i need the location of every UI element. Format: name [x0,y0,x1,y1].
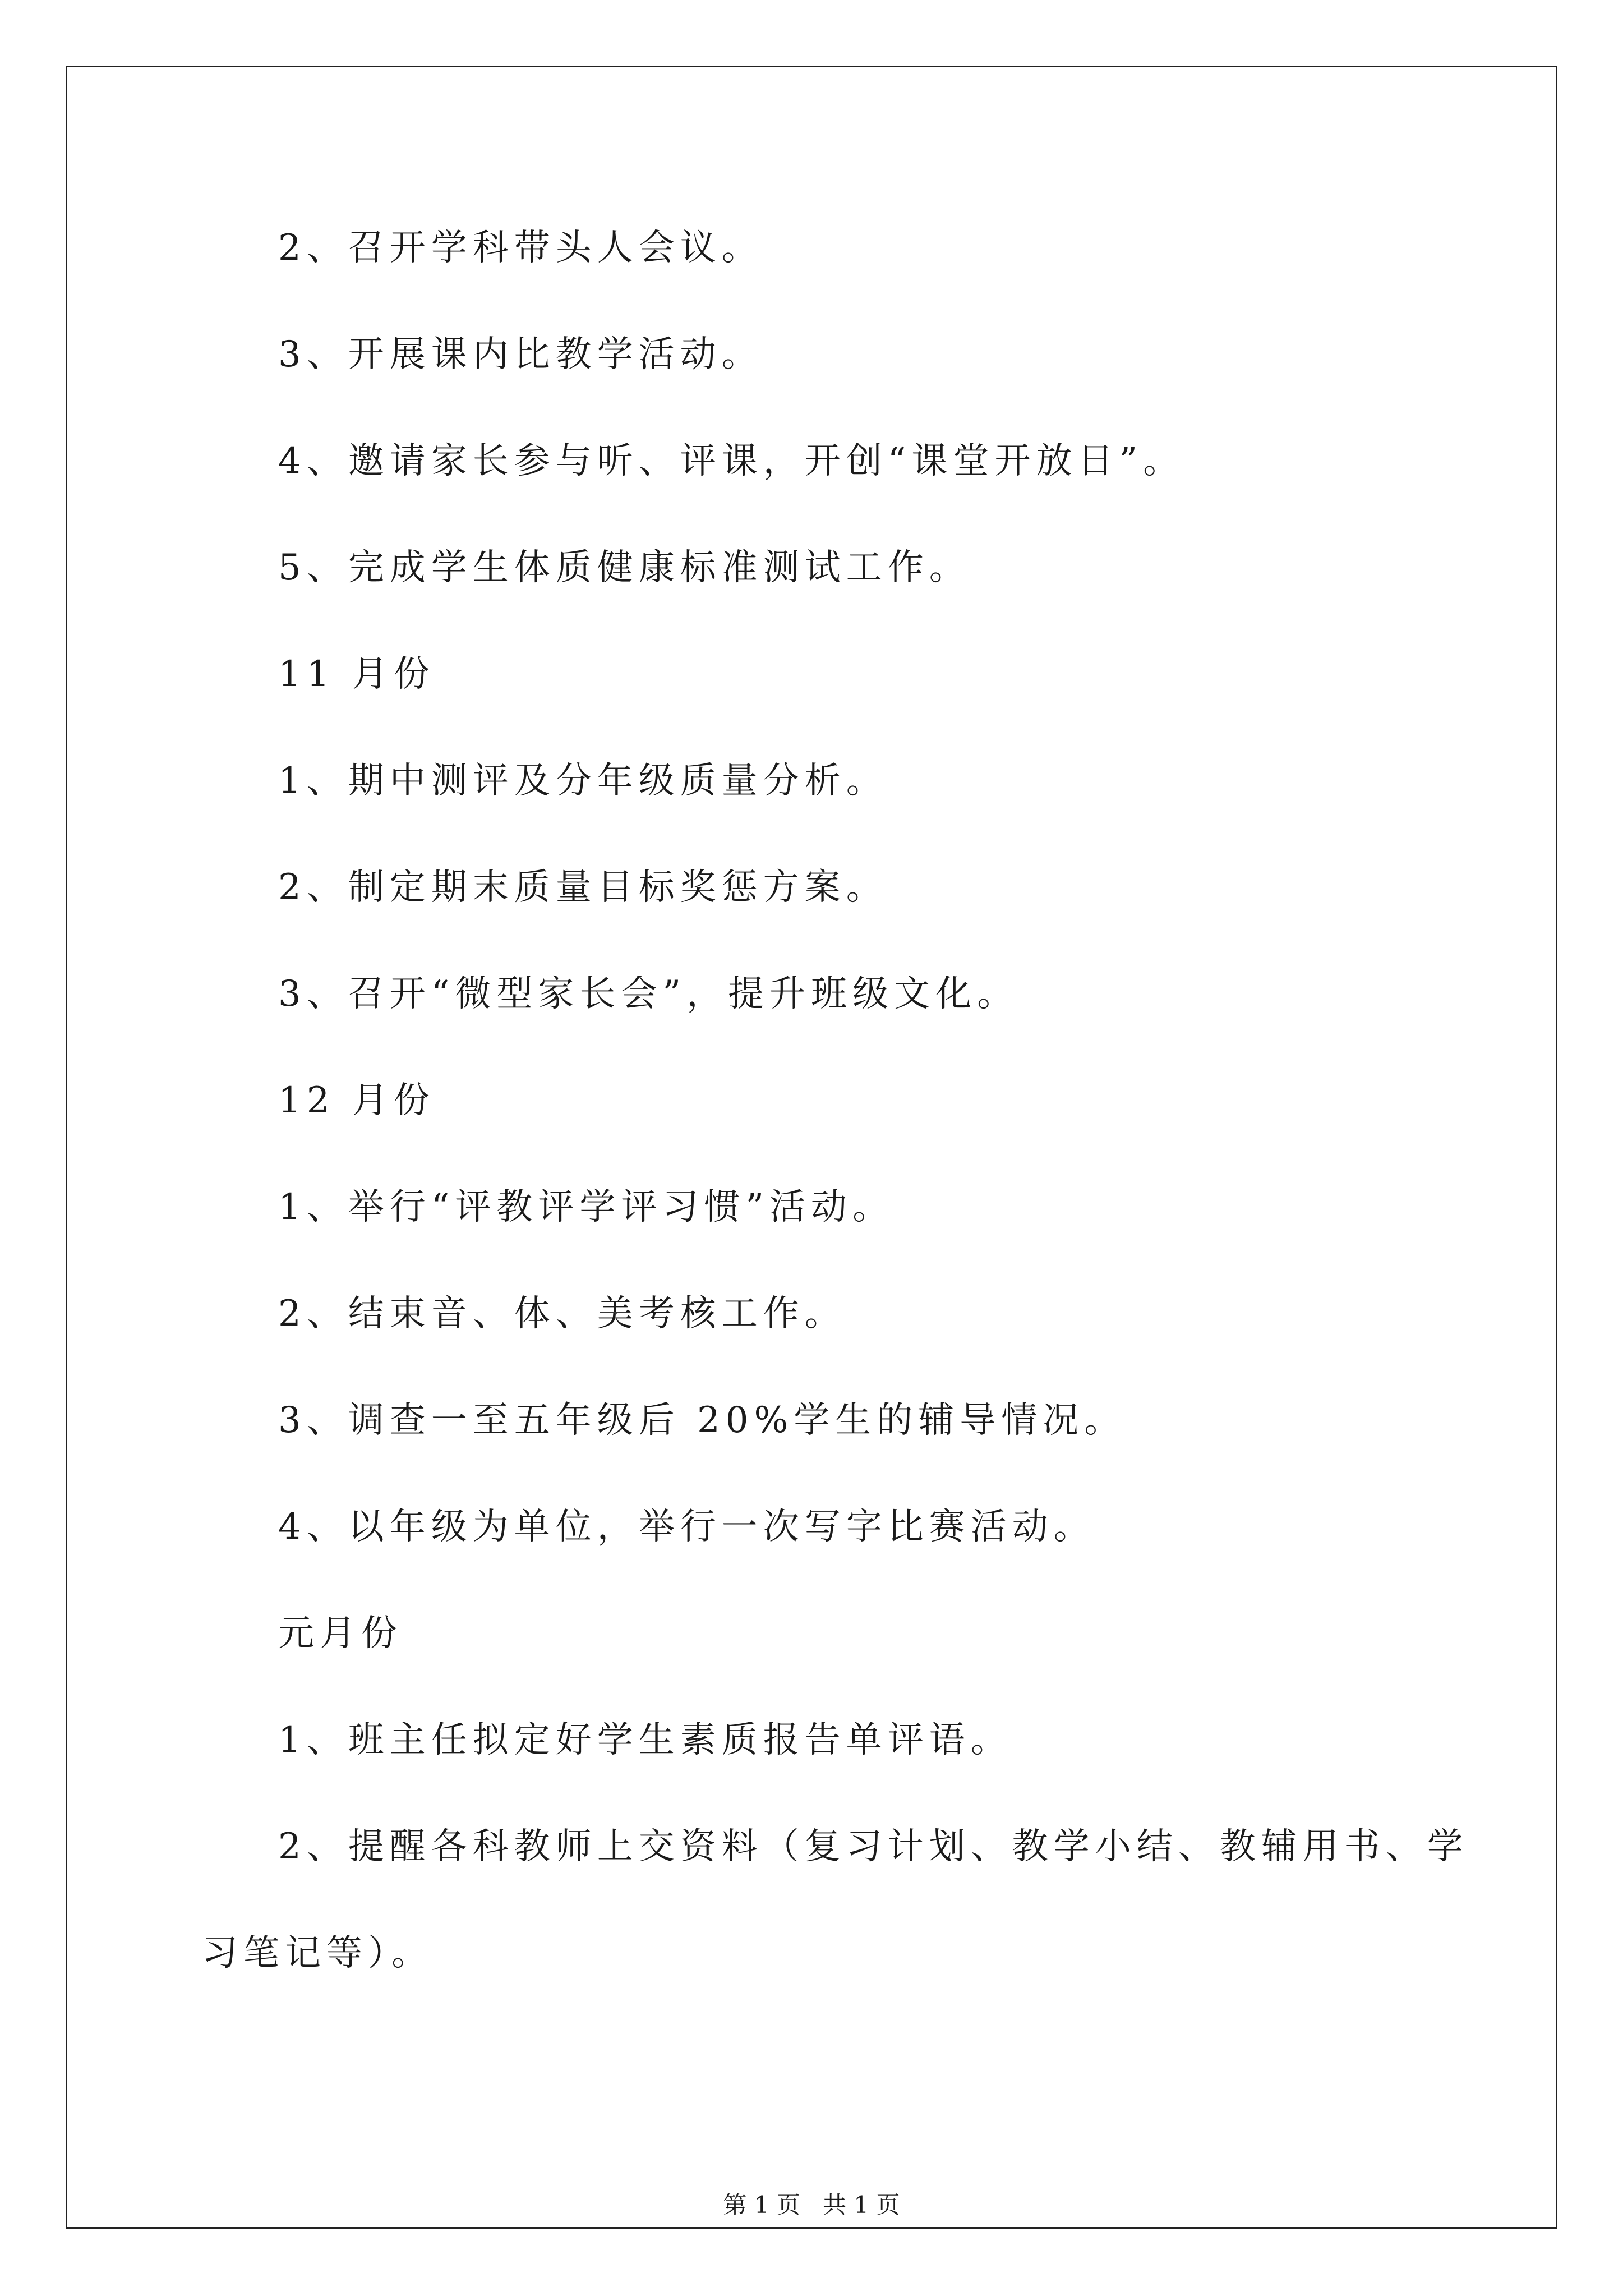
line-writing-contest: 4、以年级为单位，举行一次写字比赛活动。 [278,1506,1095,1548]
line-parents-open-day: 4、邀请家长参与听、评课，开创“课堂开放日”。 [278,440,1185,482]
page-border [66,66,1557,2229]
line-evaluation-activity: 1、举行“评教评学评习惯”活动。 [278,1186,895,1228]
line-mini-parent-meeting: 3、召开“微型家长会”，提升班级文化。 [278,973,1019,1015]
heading-january: 元月份 [278,1613,403,1654]
line-report-card-comments: 1、班主任拟定好学生素质报告单评语。 [278,1719,1012,1761]
heading-november: 11 月份 [278,654,435,695]
page-footer: 第 1 页 共 1 页 [723,2191,900,2219]
line-tutoring-survey: 3、调查一至五年级后 20%学生的辅导情况。 [278,1400,1126,1441]
line-midterm-analysis: 1、期中测评及分年级质量分析。 [278,760,888,802]
line-arts-assessment: 2、结束音、体、美考核工作。 [278,1293,846,1335]
line-reward-plan: 2、制定期末质量目标奖惩方案。 [278,867,888,908]
line-submit-materials-continued: 习笔记等）。 [202,1932,433,1974]
line-meeting-subject-leaders: 2、召开学科带头人会议。 [278,227,763,269]
line-teaching-competition: 3、开展课内比教学活动。 [278,334,763,375]
line-fitness-test: 5、完成学生体质健康标准测试工作。 [278,547,971,588]
heading-december: 12 月份 [278,1080,435,1121]
line-submit-materials: 2、提醒各科教师上交资料（复习计划、教学小结、教辅用书、学 [278,1826,1469,1867]
